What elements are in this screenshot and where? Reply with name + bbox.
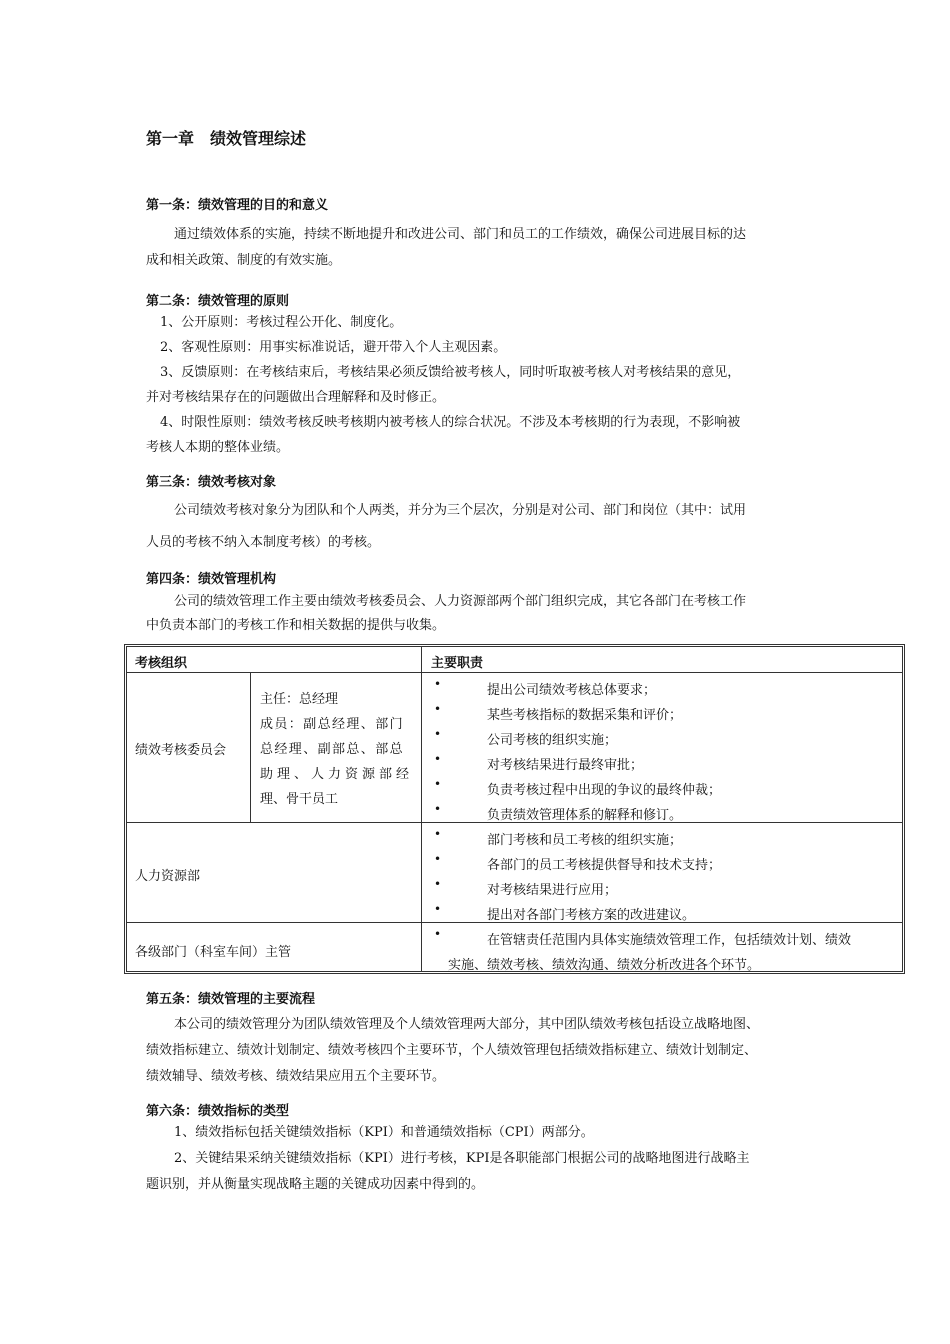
member-line: 成员：副总经理、部门 [260,717,405,732]
bullet: • [434,852,442,866]
chapter-title: 第一章 绩效管理综述 [146,129,307,148]
table-header-duties: 主要职责 [431,656,484,671]
paragraph-line: 人员的考核不纳入本制度考核）的考核。 [146,535,381,550]
paragraph-line: 成和相关政策、制度的有效实施。 [146,253,342,268]
member-line: 理、骨干员工 [260,792,339,807]
table-cell-org: 绩效考核委员会 [135,743,227,758]
bullet: • [434,777,442,791]
article-6-body [146,1120,816,1198]
paragraph-line: 2、关键结果采纳关键绩效指标（KPI）进行考核，KPI是各职能部门根据公司的战略地图进行战略主 [174,1151,750,1166]
table-header-org: 考核组织 [135,656,188,671]
article-2-title: 第二条：绩效管理的原则 [146,294,290,309]
duty-item: 某些考核指标的数据采集和评价； [487,708,683,723]
bullet: • [434,677,442,691]
duty-item: 公司考核的组织实施； [487,733,618,748]
table-cell-org: 人力资源部 [135,869,201,884]
article-2-body [146,310,816,460]
table-rule [250,672,251,822]
duty-item: 对考核结果进行应用； [487,883,618,898]
table-cell-org: 各级部门（科室车间）主管 [135,945,292,960]
article-4-body [146,590,816,638]
member-line: 主任：总经理 [260,692,339,707]
paragraph-line: 2、客观性原则：用事实标准说话，避开带入个人主观因素。 [160,340,507,355]
paragraph-line: 4、时限性原则：绩效考核反映考核期内被考核人的综合状况。不涉及本考核期的行为表现，不影响被 [160,415,741,430]
duty-item: 各部门的员工考核提供督导和技术支持； [487,858,722,873]
article-3-title: 第三条：绩效考核对象 [146,475,277,490]
paragraph-line: 通过绩效体系的实施，持续不断地提升和改进公司、部门和员工的工作绩效，确保公司进展目标的达 [174,227,747,242]
duty-item: 实施、绩效考核、绩效沟通、绩效分析改进各个环节。 [448,958,761,973]
duty-item: 部门考核和员工考核的组织实施； [487,833,683,848]
paragraph-line: 3、反馈原则：在考核结束后，考核结果必须反馈给被考核人，同时听取被考核人对考核结果的意见， [160,365,741,380]
article-3-body [146,498,816,556]
table-rule [127,672,902,673]
duty-item: 在管辖责任范围内具体实施绩效管理工作，包括绩效计划、绩效 [487,933,852,948]
article-5-body [146,1012,816,1090]
bullet: • [434,802,442,816]
paragraph-line: 并对考核结果存在的问题做出合理解释和及时修正。 [146,390,446,405]
bullet: • [434,752,442,766]
bullet: • [434,927,442,941]
paragraph-line: 绩效辅导、绩效考核、绩效结果应用五个主要环节。 [146,1069,446,1084]
article-1-body [146,222,816,274]
table-rule [421,647,422,971]
paragraph-line: 中负责本部门的考核工作和相关数据的提供与收集。 [146,618,446,633]
article-6-title: 第六条：绩效指标的类型 [146,1104,290,1119]
article-4-title: 第四条：绩效管理机构 [146,572,277,587]
paragraph-line: 本公司的绩效管理分为团队绩效管理及个人绩效管理两大部分，其中团队绩效考核包括设立战略地图、 [174,1017,760,1032]
duty-item: 负责考核过程中出现的争议的最终仲裁； [487,783,722,798]
bullet: • [434,727,442,741]
bullet: • [434,902,442,916]
paragraph-line: 1、公开原则：考核过程公开化、制度化。 [160,315,403,330]
article-1-title: 第一条：绩效管理的目的和意义 [146,198,329,213]
paragraph-line: 考核人本期的整体业绩。 [146,440,290,455]
table-cell-members [260,687,413,812]
duty-item: 对考核结果进行最终审批； [487,758,644,773]
responsibility-table [124,644,905,974]
bullet: • [434,827,442,841]
paragraph-line: 公司绩效考核对象分为团队和个人两类，并分为三个层次，分别是对公司、部门和岗位（其中：试用 [174,503,747,518]
paragraph-line: 1、绩效指标包括关键绩效指标（KPI）和普通绩效指标（CPI）两部分。 [174,1125,594,1140]
duty-item: 提出对各部门考核方案的改进建议。 [487,908,696,923]
member-line: 总经理、副部总、部总 [260,742,405,757]
paragraph-line: 题识别，并从衡量实现战略主题的关键成功因素中得到的。 [146,1177,485,1192]
duty-item: 负责绩效管理体系的解释和修订。 [487,808,683,823]
paragraph-line: 公司的绩效管理工作主要由绩效考核委员会、人力资源部两个部门组织完成，其它各部门在考核工作 [174,594,747,609]
member-line: 助理、人力资源部经 [260,767,414,782]
bullet: • [434,702,442,716]
article-5-title: 第五条：绩效管理的主要流程 [146,992,316,1007]
paragraph-line: 绩效指标建立、绩效计划制定、绩效考核四个主要环节，个人绩效管理包括绩效指标建立、绩效计划制定、 [146,1043,758,1058]
duty-item: 提出公司绩效考核总体要求； [487,683,657,698]
bullet: • [434,877,442,891]
